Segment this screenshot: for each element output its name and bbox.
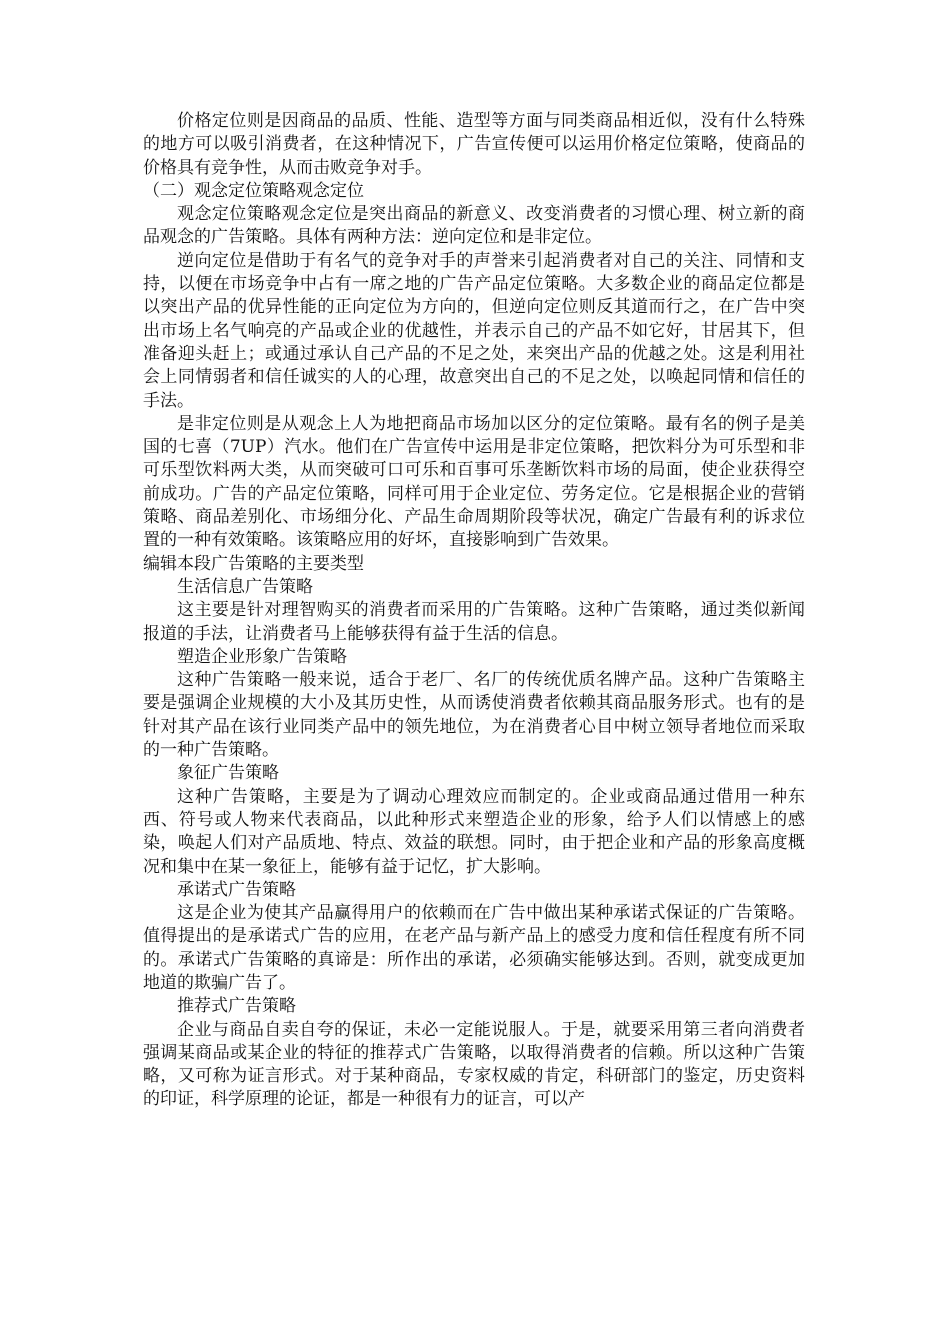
document-body (143, 110, 805, 1112)
paragraph-non-positioning: 是非定位则是从观念上人为地把商品市场加以区分的定位策略。最有名的例子是美国的七喜（7UP）汽水。他们在广告宣传中运用是非定位策略，把饮料分为可乐型和非可乐型饮料两大类，从而突破可口可乐和百事可乐垄断饮料市场的局面，使企业获得空前成功。广告的产品定位策略，同样可用于企业定位、劳务定位。它是根据企业的营销策略、商品差别化、市场细分化、产品生命周期阶段等状况，确定广告最有利的诉求位置的一种有效策略。该策略应用的好坏，直接影响到广告效果。 (143, 413, 805, 551)
subheading-recommendation: 推荐式广告策略 (177, 996, 296, 1017)
paragraph-life-info: 这主要是针对理智购买的消费者而采用的广告策略。这种广告策略，通过类似新闻报道的手法，让消费者马上能够获得有益于生活的信息。 (143, 600, 805, 644)
paragraph-commitment: 这是企业为使其产品赢得用户的依赖而在广告中做出某种承诺式保证的广告策略。值得提出的是承诺式广告的应用，在老产品与新产品上的感受力度和信任程度有所不同的。承诺式广告策略的真谛是：所作出的承诺，必须确实能够达到。否则，就变成更加地道的欺骗广告了。 (143, 903, 805, 993)
subheading-life-info: 生活信息广告策略 (177, 576, 313, 597)
paragraph-symbolic: 这种广告策略，主要是为了调动心理效应而制定的。企业或商品通过借用一种东西、符号或人物来代表商品，以此种形式来塑造企业的形象，给予人们以情感上的感染，唤起人们对产品质地、特点、效益的联想。同时，由于把企业和产品的形象高度概况和集中在某一象征上，能够有益于记忆，扩大影响。 (143, 786, 805, 877)
section-heading-concept-positioning: （二）观念定位策略观念定位 (143, 180, 364, 201)
paragraph-price-positioning: 价格定位则是因商品的品质、性能、造型等方面与同类商品相近似，没有什么特殊的地方可以吸引消费者，在这种情况下，广告宣传便可以运用价格定位策略，使商品的价格具有竞争性，从而击败竞争对手。 (143, 111, 805, 178)
subheading-corporate-image: 塑造企业形象广告策略 (177, 646, 347, 667)
paragraph-recommendation: 企业与商品自卖自夸的保证，未必一定能说服人。于是，就要采用第三者向消费者强调某商品或某企业的特征的推荐式广告策略，以取得消费者的信赖。所以这种广告策略，又可称为证言形式。对于某种商品，专家权威的肯定，科研部门的鉴定，历史资料的印证，科学原理的论证，都是一种很有力的证言，可以产 (143, 1019, 805, 1110)
paragraph-corporate-image: 这种广告策略一般来说，适合于老厂、名厂的传统优质名牌产品。这种广告策略主要是强调企业规模的大小及其历史性，从而诱使消费者依赖其商品服务形式。也有的是针对其产品在该行业同类产品中的领先地位，为在消费者心目中树立领导者地位而采取的一种广告策略。 (143, 670, 805, 761)
paragraph-reverse-positioning: 逆向定位是借助于有名气的竞争对手的声誉来引起消费者对自己的关注、同情和支持，以便在市场竞争中占有一席之地的广告产品定位策略。大多数企业的商品定位都是以突出产品的优异性能的正向定位为方向的，但逆向定位则反其道而行之，在广告中突出市场上名气响亮的产品或企业的优越性，并表示自己的产品不如它好，甘居其下，但准备迎头赶上；或通过承认自己产品的不足之处，来突出产品的优越之处。这是利用社会上同情弱者和信任诚实的人的心理，故意突出自己的不足之处，以唤起同情和信任的手法。 (143, 250, 805, 411)
section-heading-strategy-types: 编辑本段广告策略的主要类型 (143, 553, 364, 574)
subheading-commitment: 承诺式广告策略 (177, 879, 296, 900)
paragraph-concept-positioning: 观念定位策略观念定位是突出商品的新意义、改变消费者的习惯心理、树立新的商品观念的广告策略。具体有两种方法：逆向定位和是非定位。 (143, 204, 805, 248)
subheading-symbolic: 象征广告策略 (177, 763, 279, 784)
